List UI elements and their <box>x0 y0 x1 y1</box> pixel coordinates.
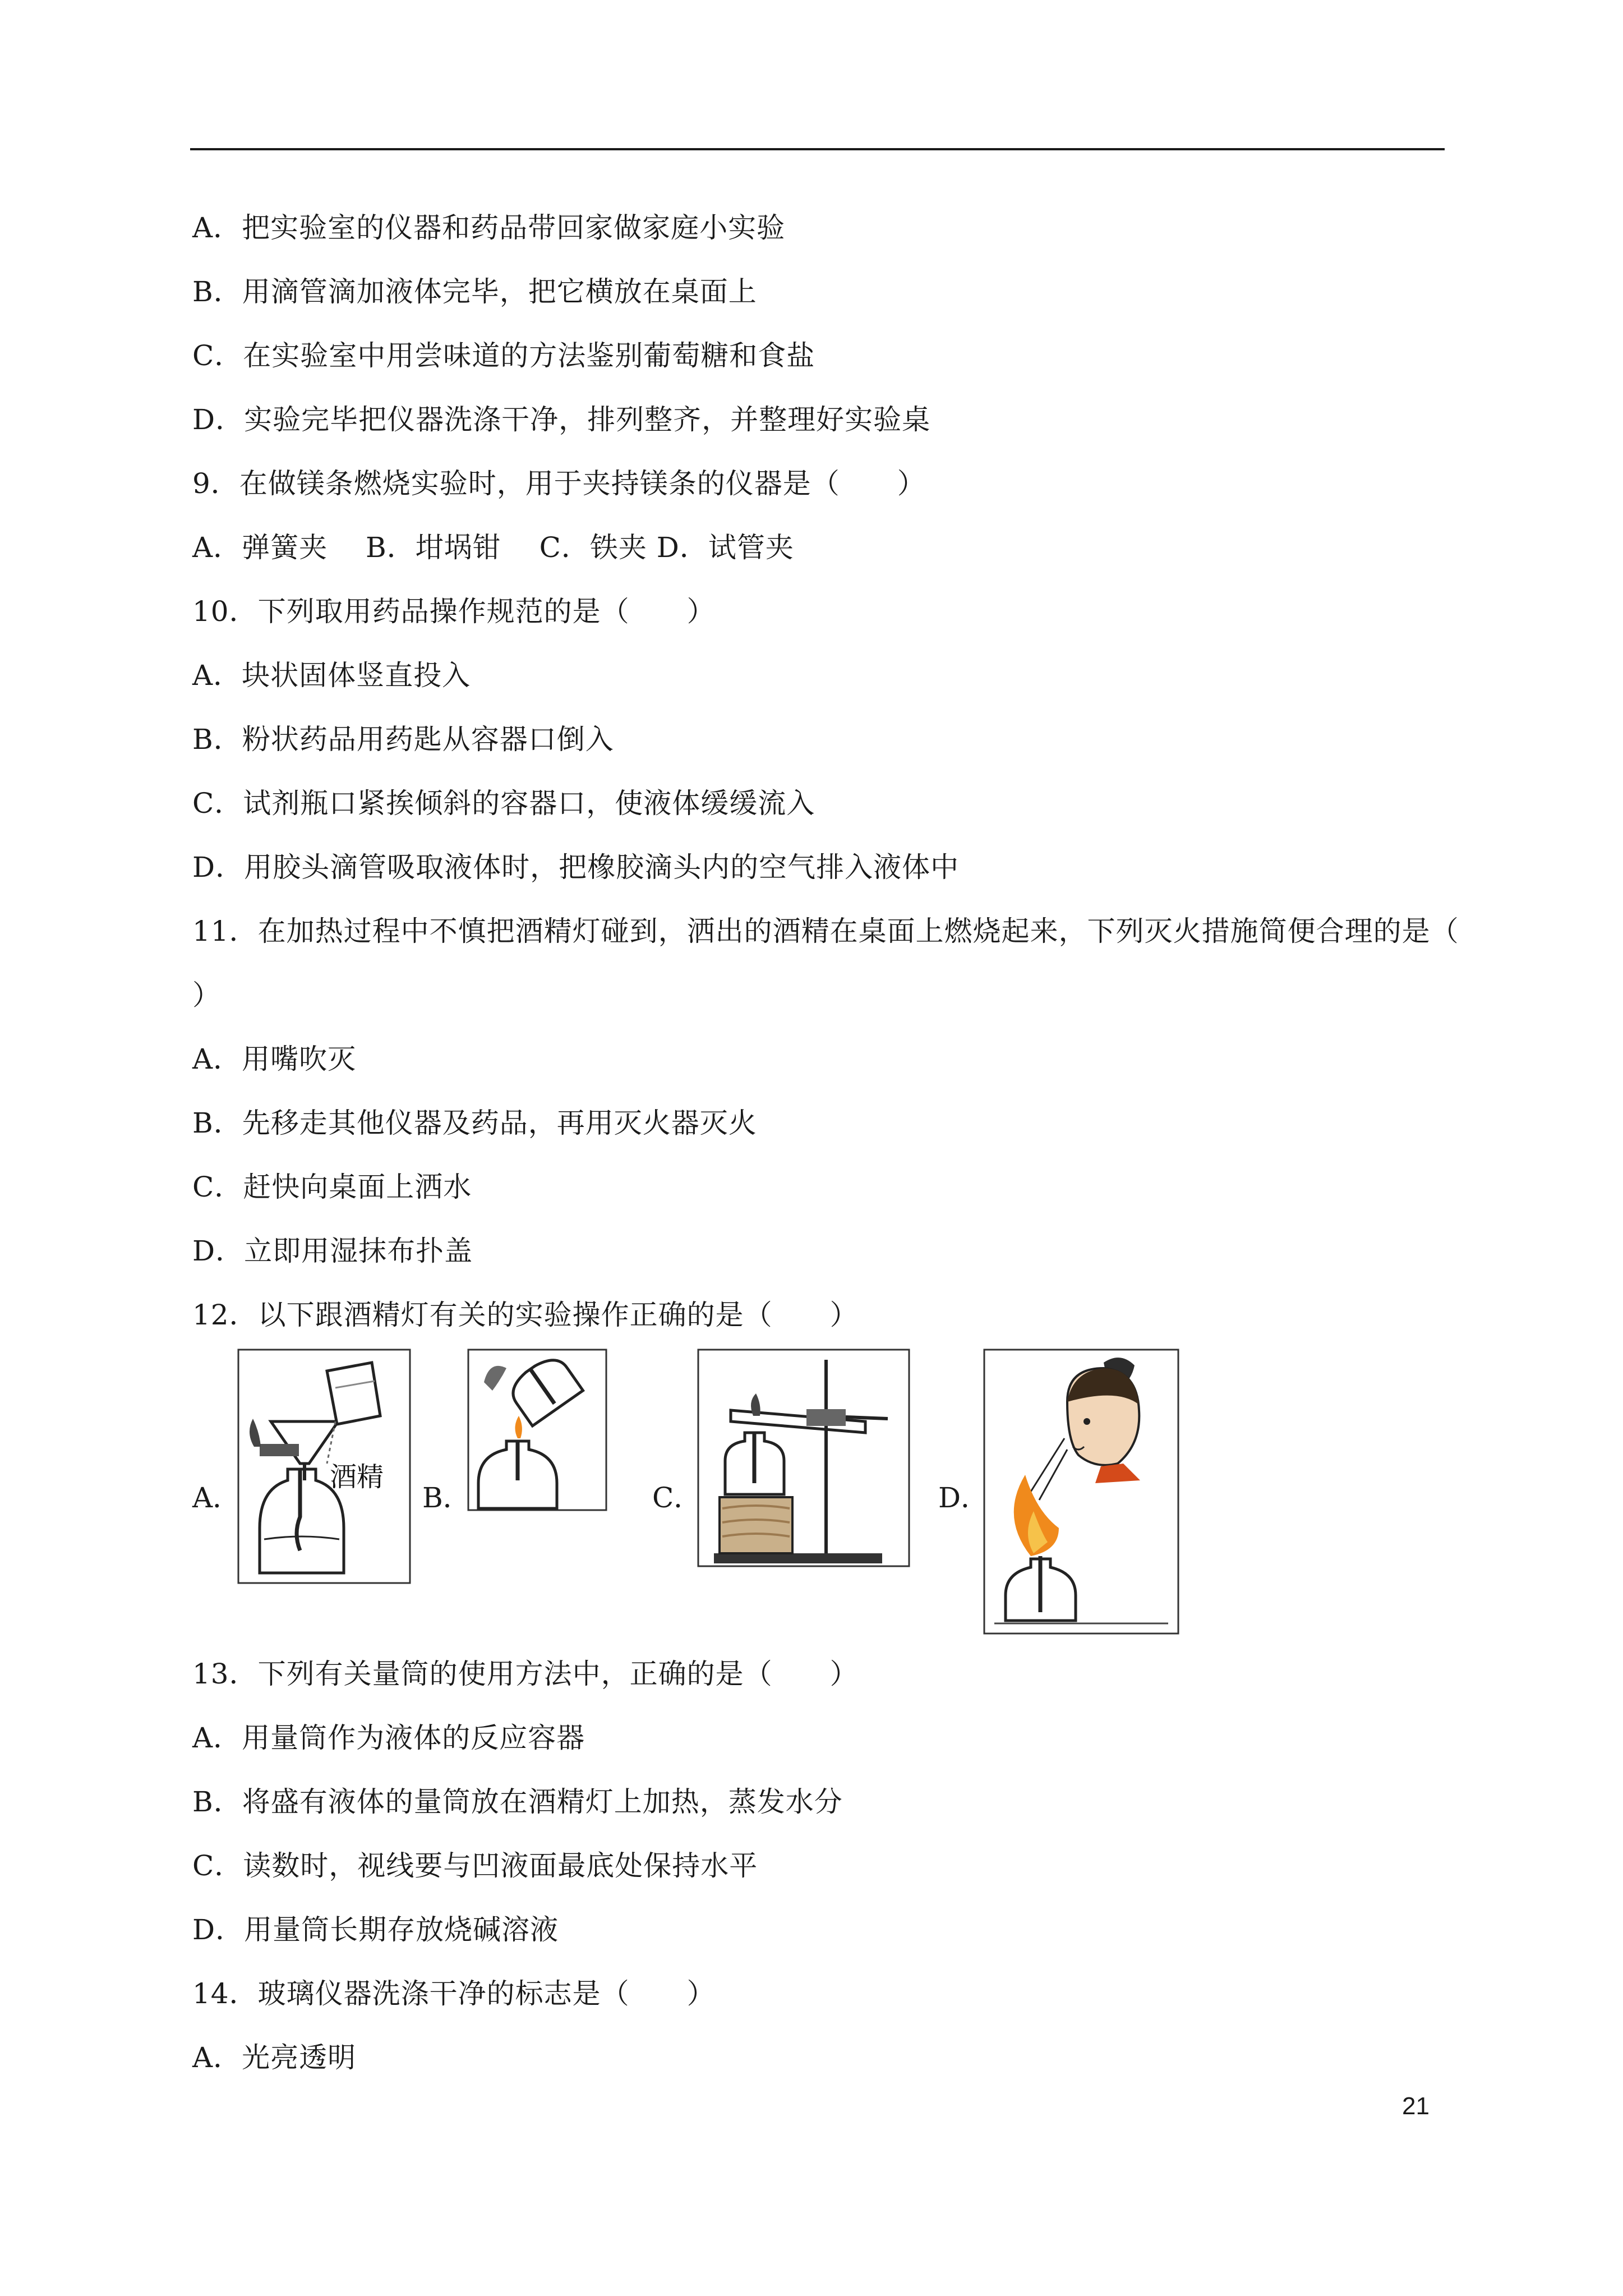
alcohol-label: 酒精 <box>330 1462 384 1492</box>
lamp-blowing-out-figure <box>983 1349 1179 1635</box>
q11-stem: 11．在加热过程中不慎把酒精灯碰到，洒出的酒精在桌面上燃烧起来，下列灭火措施简便合理的是（ <box>192 915 1459 947</box>
q10-stem: 10．下列取用药品操作规范的是（ ） <box>192 595 716 628</box>
q14-stem: 14．玻璃仪器洗涤干净的标志是（ ） <box>192 1977 716 2010</box>
q12-option-a-label: A． <box>192 1481 241 1514</box>
q11-option-d: D．立即用湿抹布扑盖 <box>192 1235 473 1267</box>
q9-stem: 9．在做镁条燃烧实验时，用于夹持镁条的仪器是（ ） <box>192 467 926 500</box>
lamp-lighting-lamp-figure <box>467 1349 607 1511</box>
q8-option-b: B．用滴管滴加液体完毕，把它横放在桌面上 <box>192 275 757 308</box>
q10-option-c: C．试剂瓶口紧挨倾斜的容器口，使液体缓缓流入 <box>192 787 815 820</box>
q13-stem: 13．下列有关量筒的使用方法中，正确的是（ ） <box>192 1658 859 1690</box>
q11-option-c: C．赶快向桌面上洒水 <box>192 1171 472 1203</box>
q11-option-b: B．先移走其他仪器及药品，再用灭火器灭火 <box>192 1107 757 1139</box>
q11-option-a: A．用嘴吹灭 <box>192 1043 357 1075</box>
q8-option-a: A．把实验室的仪器和药品带回家做家庭小实验 <box>192 211 786 244</box>
q12-stem: 12．以下跟酒精灯有关的实验操作正确的是（ ） <box>192 1299 859 1331</box>
q13-option-b: B．将盛有液体的量筒放在酒精灯上加热，蒸发水分 <box>192 1786 843 1818</box>
q13-option-c: C．读数时，视线要与凹液面最底处保持水平 <box>192 1849 758 1882</box>
q12-option-d-label: D． <box>938 1481 989 1514</box>
q10-option-b: B．粉状药品用药匙从容器口倒入 <box>192 723 614 756</box>
lamp-heating-test-tube-figure <box>697 1349 910 1567</box>
alcohol-lamp-funnel-figure <box>237 1349 411 1584</box>
q12-option-b-label: B． <box>422 1481 471 1514</box>
q8-option-d: D．实验完毕把仪器洗涤干净，排列整齐，并整理好实验桌 <box>192 403 931 436</box>
q10-option-d: D．用胶头滴管吸取液体时，把橡胶滴头内的空气排入液体中 <box>192 851 960 884</box>
header-rule <box>190 148 1445 150</box>
q13-option-a: A．用量筒作为液体的反应容器 <box>192 1722 585 1754</box>
q9-options: A．弹簧夹 B．坩埚钳 C．铁夹 D．试管夹 <box>192 531 794 564</box>
q14-option-a: A．光亮透明 <box>192 2041 357 2074</box>
q11-stem-continued: ） <box>192 979 221 1011</box>
page-number: 21 <box>1402 2092 1430 2120</box>
q10-option-a: A．块状固体竖直投入 <box>192 659 471 692</box>
q8-option-c: C．在实验室中用尝味道的方法鉴别葡萄糖和食盐 <box>192 339 815 372</box>
q13-option-d: D．用量筒长期存放烧碱溶液 <box>192 1913 559 1946</box>
q12-option-c-label: C． <box>652 1481 702 1514</box>
